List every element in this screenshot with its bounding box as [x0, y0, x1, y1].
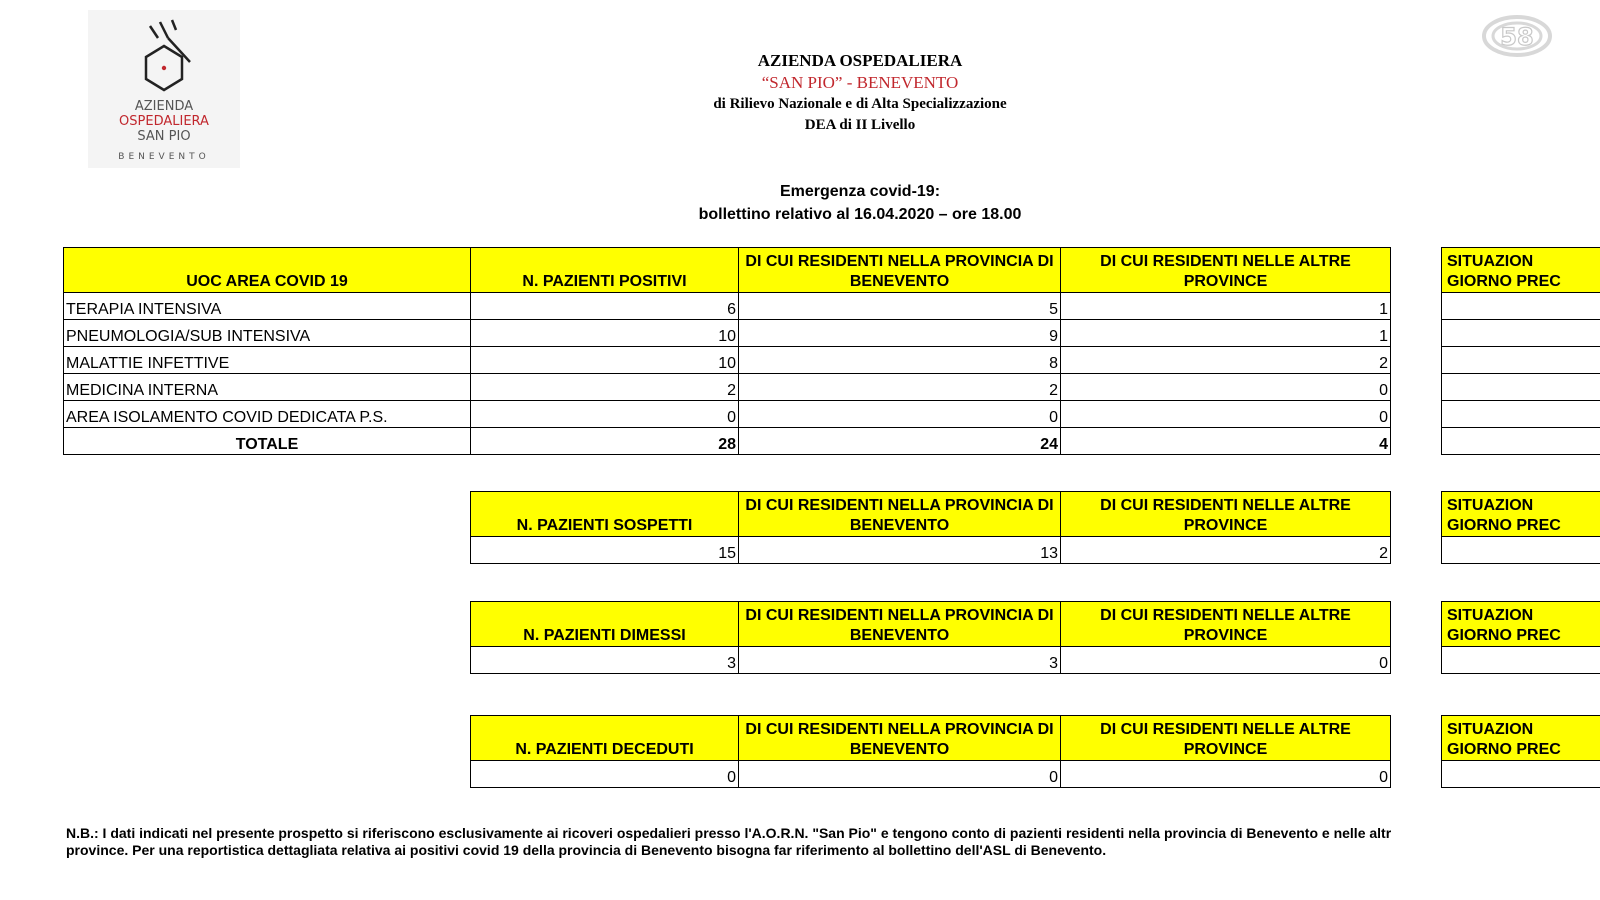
channel-badge-number: 58	[1500, 23, 1534, 51]
table-row	[471, 647, 1391, 674]
channel-58-badge-icon	[1482, 14, 1552, 58]
header-title: AZIENDA OSPEDALIERA	[757, 51, 963, 70]
previous-day-table-deceduti	[1441, 715, 1600, 788]
side-cell	[1442, 347, 1600, 374]
logo-line-azienda: AZIENDA	[134, 99, 194, 114]
table-row	[64, 293, 1391, 320]
cell-altre: 0	[1061, 401, 1391, 428]
hexagon-logo-icon	[132, 16, 196, 96]
positive-patients-table	[63, 247, 1391, 455]
cell-altre: 2	[1061, 537, 1391, 564]
header-sospetti: N. PAZIENTI SOSPETTI	[471, 492, 739, 537]
header-residenti-benevento: DI CUI RESIDENTI NELLA PROVINCIA DI BENEVENTO	[739, 492, 1061, 537]
previous-day-table-dimessi	[1441, 601, 1600, 674]
side-header-line1: SITUAZION	[1447, 253, 1534, 270]
header-residenti-altre: DI CUI RESIDENTI NELLE ALTRE PROVINCE	[1061, 492, 1391, 537]
cell-benevento: 0	[739, 401, 1061, 428]
logo-line-benevento: BENEVENTO	[118, 152, 210, 162]
cell-positivi: 6	[471, 293, 739, 320]
deceased-patients-table	[470, 715, 1391, 788]
header-positivi: N. PAZIENTI POSITIVI	[471, 248, 739, 293]
cell-altre: 1	[1061, 320, 1391, 347]
header-line-dea: DEA di II Livello	[804, 117, 916, 133]
logo-line-san-pio: SAN PIO	[137, 129, 191, 144]
total-label: TOTALE	[64, 428, 471, 455]
cell-positivi: 10	[471, 320, 739, 347]
table-row	[64, 320, 1391, 347]
side-header-line2: GIORNO PREC	[1447, 741, 1561, 758]
bulletin-line-emergency: Emergenza covid-19:	[779, 183, 941, 200]
bulletin-title	[600, 180, 1120, 226]
row-label: MEDICINA INTERNA	[64, 374, 471, 401]
cell-positivi: 2	[471, 374, 739, 401]
hospital-logo	[88, 10, 240, 168]
header-residenti-benevento: DI CUI RESIDENTI NELLA PROVINCIA DI BENEVENTO	[739, 602, 1061, 647]
footnote-line1: N.B.: I dati indicati nel presente prospetto si riferiscono esclusivamente ai ricoveri ospedalieri presso l'A.O.R.N. "San Pio" e tengono conto di pazienti residenti nella provincia di Benevento e nelle altr	[66, 825, 1392, 841]
side-header-line1: SITUAZION	[1447, 497, 1534, 514]
side-cell	[1442, 293, 1600, 320]
total-row	[64, 428, 1391, 455]
cell-positivi: 0	[471, 401, 739, 428]
previous-day-table-positivi	[1441, 247, 1600, 455]
side-header	[1442, 716, 1600, 761]
total-altre: 4	[1061, 428, 1391, 455]
cell-benevento: 13	[739, 537, 1061, 564]
cell-sospetti: 15	[471, 537, 739, 564]
cell-benevento: 3	[739, 647, 1061, 674]
cell-altre: 0	[1061, 761, 1391, 788]
document-header	[600, 50, 1120, 136]
discharged-patients-table	[470, 601, 1391, 674]
table-row	[64, 347, 1391, 374]
side-cell	[1442, 537, 1600, 564]
side-cell	[1442, 374, 1600, 401]
side-header	[1442, 248, 1600, 293]
cell-benevento: 2	[739, 374, 1061, 401]
side-cell	[1442, 320, 1600, 347]
table-row	[471, 537, 1391, 564]
cell-altre: 2	[1061, 347, 1391, 374]
header-dimessi: N. PAZIENTI DIMESSI	[471, 602, 739, 647]
side-header-line2: GIORNO PREC	[1447, 627, 1561, 644]
total-benevento: 24	[739, 428, 1061, 455]
previous-day-table-sospetti	[1441, 491, 1600, 564]
logo-line-ospedaliera: OSPEDALIERA	[119, 114, 209, 129]
side-header	[1442, 602, 1600, 647]
cell-dimessi: 3	[471, 647, 739, 674]
side-cell	[1442, 401, 1600, 428]
side-header-line1: SITUAZION	[1447, 607, 1534, 624]
total-positivi: 28	[471, 428, 739, 455]
row-label: AREA ISOLAMENTO COVID DEDICATA P.S.	[64, 401, 471, 428]
header-subtitle: “SAN PIO” - BENEVENTO	[761, 73, 959, 92]
table-row	[64, 374, 1391, 401]
header-line-rilievo: di Rilievo Nazionale e di Alta Specializzazione	[713, 96, 1007, 112]
cell-benevento: 9	[739, 320, 1061, 347]
footnote-line2: province. Per una reportistica dettagliata relativa ai positivi covid 19 della provincia di Benevento bisogna far riferimento al bollettino dell'ASL di Benevento.	[66, 842, 1107, 858]
side-cell	[1442, 428, 1600, 455]
side-header-line2: GIORNO PREC	[1447, 273, 1561, 290]
table-row	[64, 401, 1391, 428]
row-label: MALATTIE INFETTIVE	[64, 347, 471, 374]
header-deceduti: N. PAZIENTI DECEDUTI	[471, 716, 739, 761]
side-cell	[1442, 761, 1600, 788]
cell-altre: 0	[1061, 647, 1391, 674]
cell-benevento: 5	[739, 293, 1061, 320]
header-residenti-altre: DI CUI RESIDENTI NELLE ALTRE PROVINCE	[1061, 602, 1391, 647]
cell-altre: 1	[1061, 293, 1391, 320]
cell-benevento: 0	[739, 761, 1061, 788]
header-residenti-altre: DI CUI RESIDENTI NELLE ALTRE PROVINCE	[1061, 716, 1391, 761]
suspected-patients-table	[470, 491, 1391, 564]
footnote	[66, 825, 1600, 859]
cell-positivi: 10	[471, 347, 739, 374]
row-label: TERAPIA INTENSIVA	[64, 293, 471, 320]
header-residenti-benevento: DI CUI RESIDENTI NELLA PROVINCIA DI BENEVENTO	[739, 248, 1061, 293]
bulletin-line-date: bollettino relativo al 16.04.2020 – ore 18.00	[698, 206, 1022, 223]
side-header-line2: GIORNO PREC	[1447, 517, 1561, 534]
cell-altre: 0	[1061, 374, 1391, 401]
table-row	[471, 761, 1391, 788]
side-header	[1442, 492, 1600, 537]
side-cell	[1442, 647, 1600, 674]
row-label: PNEUMOLOGIA/SUB INTENSIVA	[64, 320, 471, 347]
cell-benevento: 8	[739, 347, 1061, 374]
side-header-line1: SITUAZION	[1447, 721, 1534, 738]
header-residenti-benevento: DI CUI RESIDENTI NELLA PROVINCIA DI BENEVENTO	[739, 716, 1061, 761]
header-uoc-area: UOC AREA COVID 19	[64, 248, 471, 293]
header-residenti-altre: DI CUI RESIDENTI NELLE ALTRE PROVINCE	[1061, 248, 1391, 293]
cell-deceduti: 0	[471, 761, 739, 788]
